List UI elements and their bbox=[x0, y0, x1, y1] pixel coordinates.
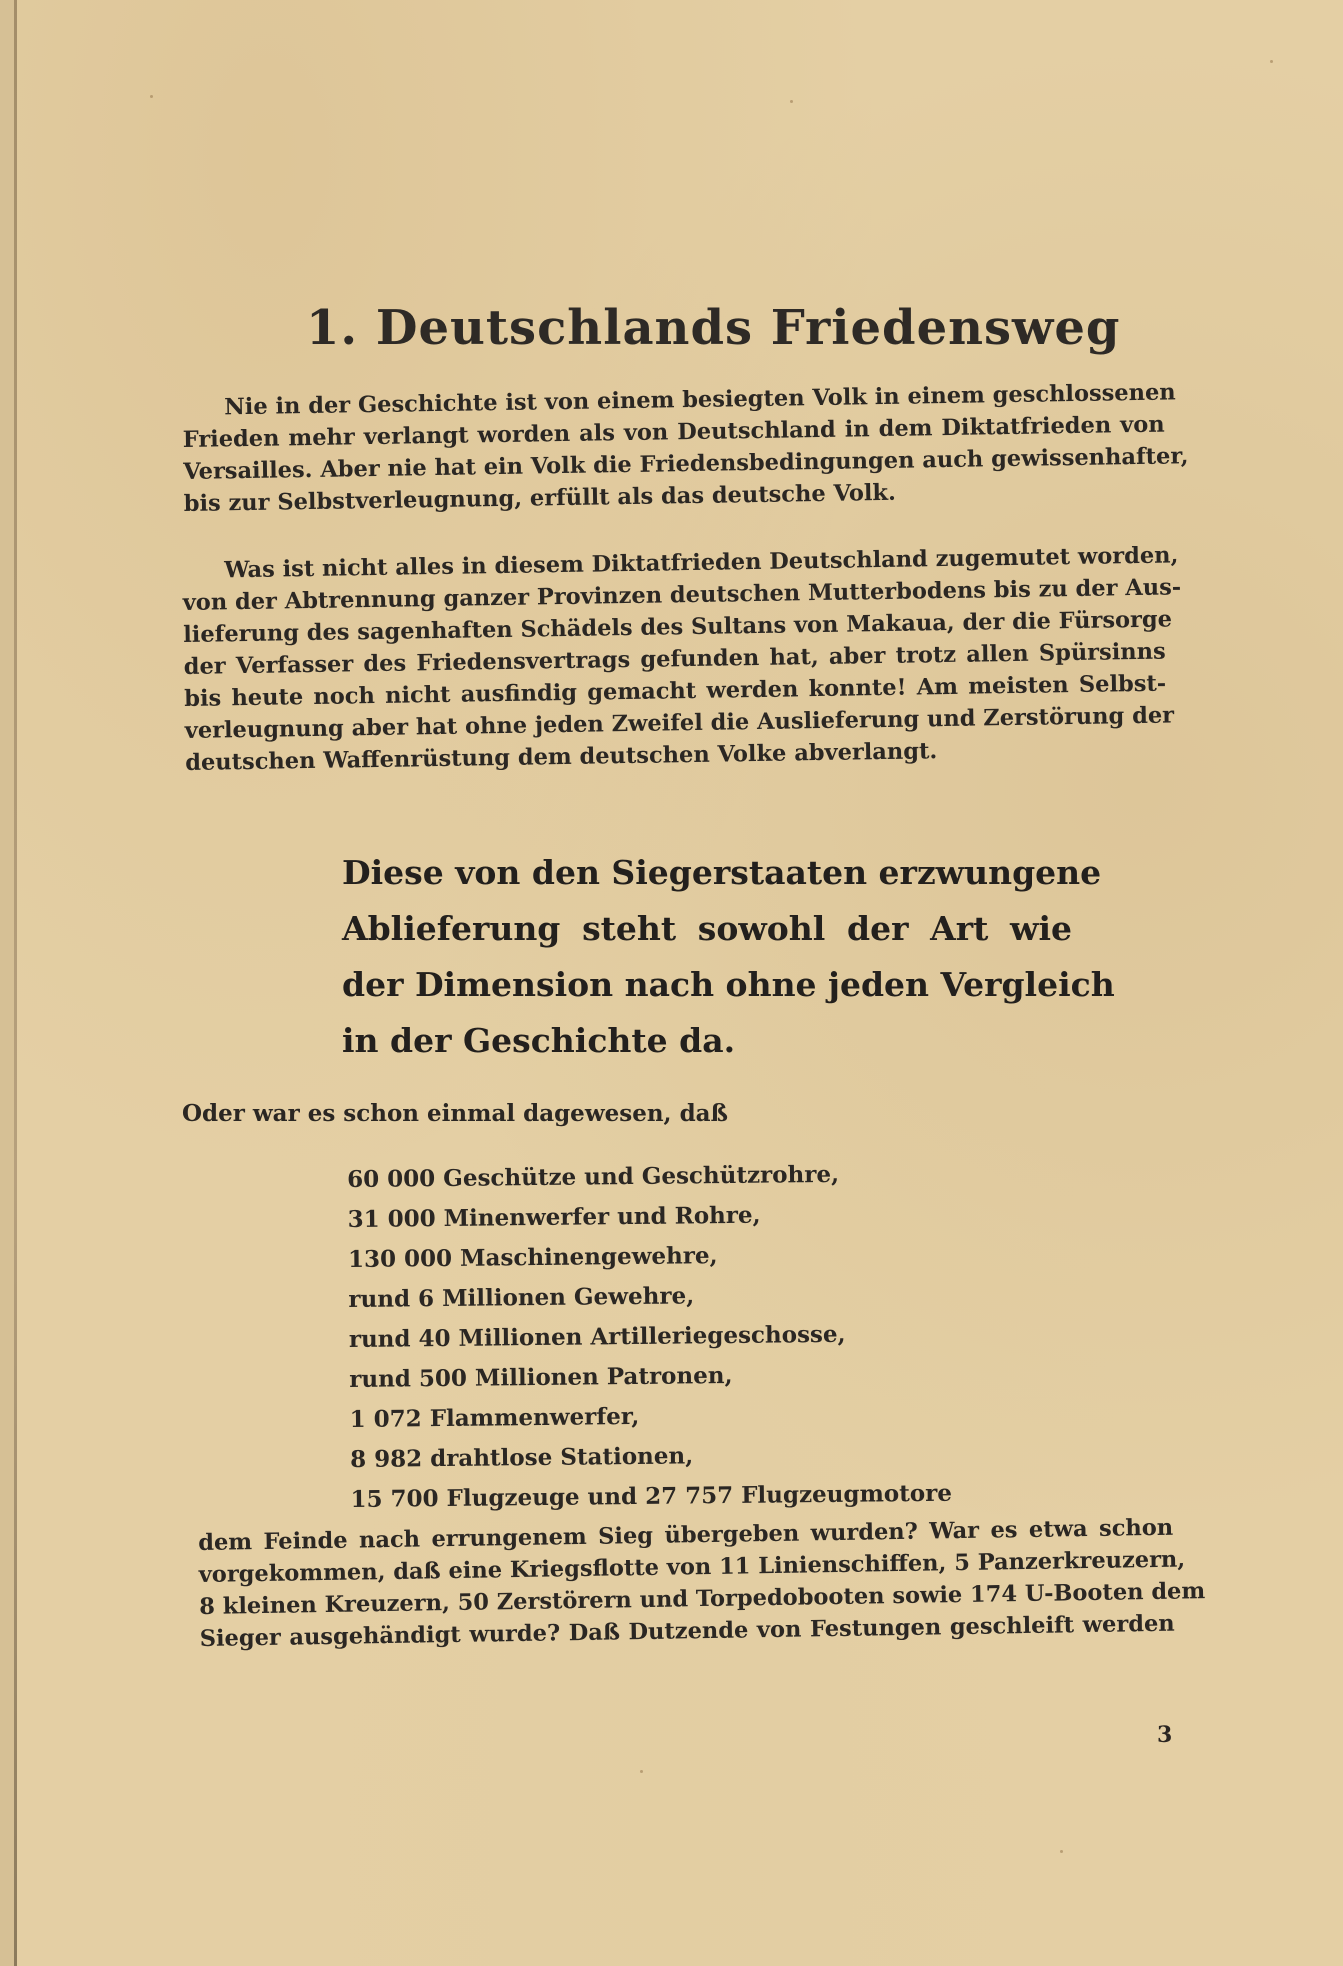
text-line: Ablieferung steht sowohl der Art wie bbox=[342, 909, 1072, 948]
list-item: 31 000 Minenwerfer und Rohre, bbox=[347, 1201, 761, 1233]
text-line: bis zur Selbstverleugnung, erfüllt als das deutsche Volk. bbox=[183, 479, 897, 517]
paper-speck bbox=[150, 95, 153, 98]
text-line: Nie in der Geschichte ist von einem besiegten Volk in einem geschlossenen bbox=[224, 379, 1176, 421]
page-number: 3 bbox=[1157, 1722, 1173, 1748]
text-line: dem Feinde nach errungenem Sieg übergeben wurden? War es etwa schon bbox=[198, 1514, 1174, 1556]
text-line: Sieger ausgehändigt wurde? Daß Dutzende von Festungen geschleift werden bbox=[199, 1610, 1175, 1652]
page-edge bbox=[0, 0, 14, 1966]
paper-speck bbox=[1270, 60, 1273, 63]
emphasized-statement bbox=[342, 845, 1115, 1069]
paper-speck bbox=[1060, 1850, 1063, 1853]
text-line: verleugnung aber hat ohne jeden Zweifel die Auslieferung und Zerstörung der bbox=[184, 702, 1175, 744]
text-line: Frieden mehr verlangt worden als von Deutschland in dem Diktatfrieden von bbox=[182, 411, 1165, 453]
paragraph-2 bbox=[182, 540, 1182, 779]
paragraph-1 bbox=[182, 377, 1189, 520]
text-line: bis heute noch nicht ausfindig gemacht werden konnte! Am meisten Selbst- bbox=[184, 670, 1167, 712]
lead-in-sentence: Oder war es schon einmal dagewesen, daß bbox=[182, 1100, 729, 1127]
list-item: 15 700 Flugzeuge und 27 757 Flugzeugmotore bbox=[350, 1479, 953, 1513]
list-item: 1 072 Flammenwerfer, bbox=[349, 1402, 640, 1433]
text-line: Versailles. Aber nie hat ein Volk die Friedensbedingungen auch gewissenhafter, bbox=[183, 443, 1189, 485]
text-line: Diese von den Siegerstaaten erzwungene bbox=[342, 853, 1102, 892]
list-item: rund 500 Millionen Patronen, bbox=[349, 1361, 733, 1393]
paper-speck bbox=[790, 100, 793, 103]
paper-speck bbox=[640, 1770, 643, 1773]
list-item: 60 000 Geschütze und Geschützrohre, bbox=[347, 1160, 840, 1193]
text-line: deutschen Waffenrüstung dem deutschen Volke abverlangt. bbox=[185, 738, 938, 776]
text-line: in der Geschichte da. bbox=[342, 1021, 736, 1060]
binding-fold bbox=[14, 0, 17, 1966]
page-title: 1. Deutschlands Friedensweg bbox=[306, 300, 1121, 356]
text-line: von der Abtrennung ganzer Provinzen deutschen Mutterbodens bis zu der Aus- bbox=[182, 574, 1182, 616]
text-line: vorgekommen, daß eine Kriegsflotte von 11 Linienschiffen, 5 Panzerkreuzern, bbox=[198, 1546, 1186, 1588]
text-line: der Dimension nach ohne jeden Vergleich bbox=[342, 965, 1115, 1004]
list-item: rund 6 Millionen Gewehre, bbox=[348, 1282, 695, 1313]
list-item: 130 000 Maschinengewehre, bbox=[347, 1242, 718, 1273]
list-item: rund 40 Millionen Artilleriegeschosse, bbox=[348, 1320, 846, 1353]
text-line: der Verfasser des Friedensvertrags gefunden hat, aber trotz allen Spürsinns bbox=[183, 638, 1166, 680]
text-line: 8 kleinen Kreuzern, 50 Zerstörern und Torpedobooten sowie 174 U-Booten dem bbox=[199, 1578, 1206, 1620]
text-line: lieferung des sagenhaften Schädels des Sultans von Makaua, der die Fürsorge bbox=[183, 606, 1173, 648]
weapons-list bbox=[347, 1152, 1071, 1520]
list-item: 8 982 drahtlose Stationen, bbox=[349, 1442, 694, 1473]
paragraph-3 bbox=[198, 1512, 1206, 1655]
text-line: Was ist nicht alles in diesem Diktatfrieden Deutschland zugemutet worden, bbox=[224, 542, 1179, 584]
